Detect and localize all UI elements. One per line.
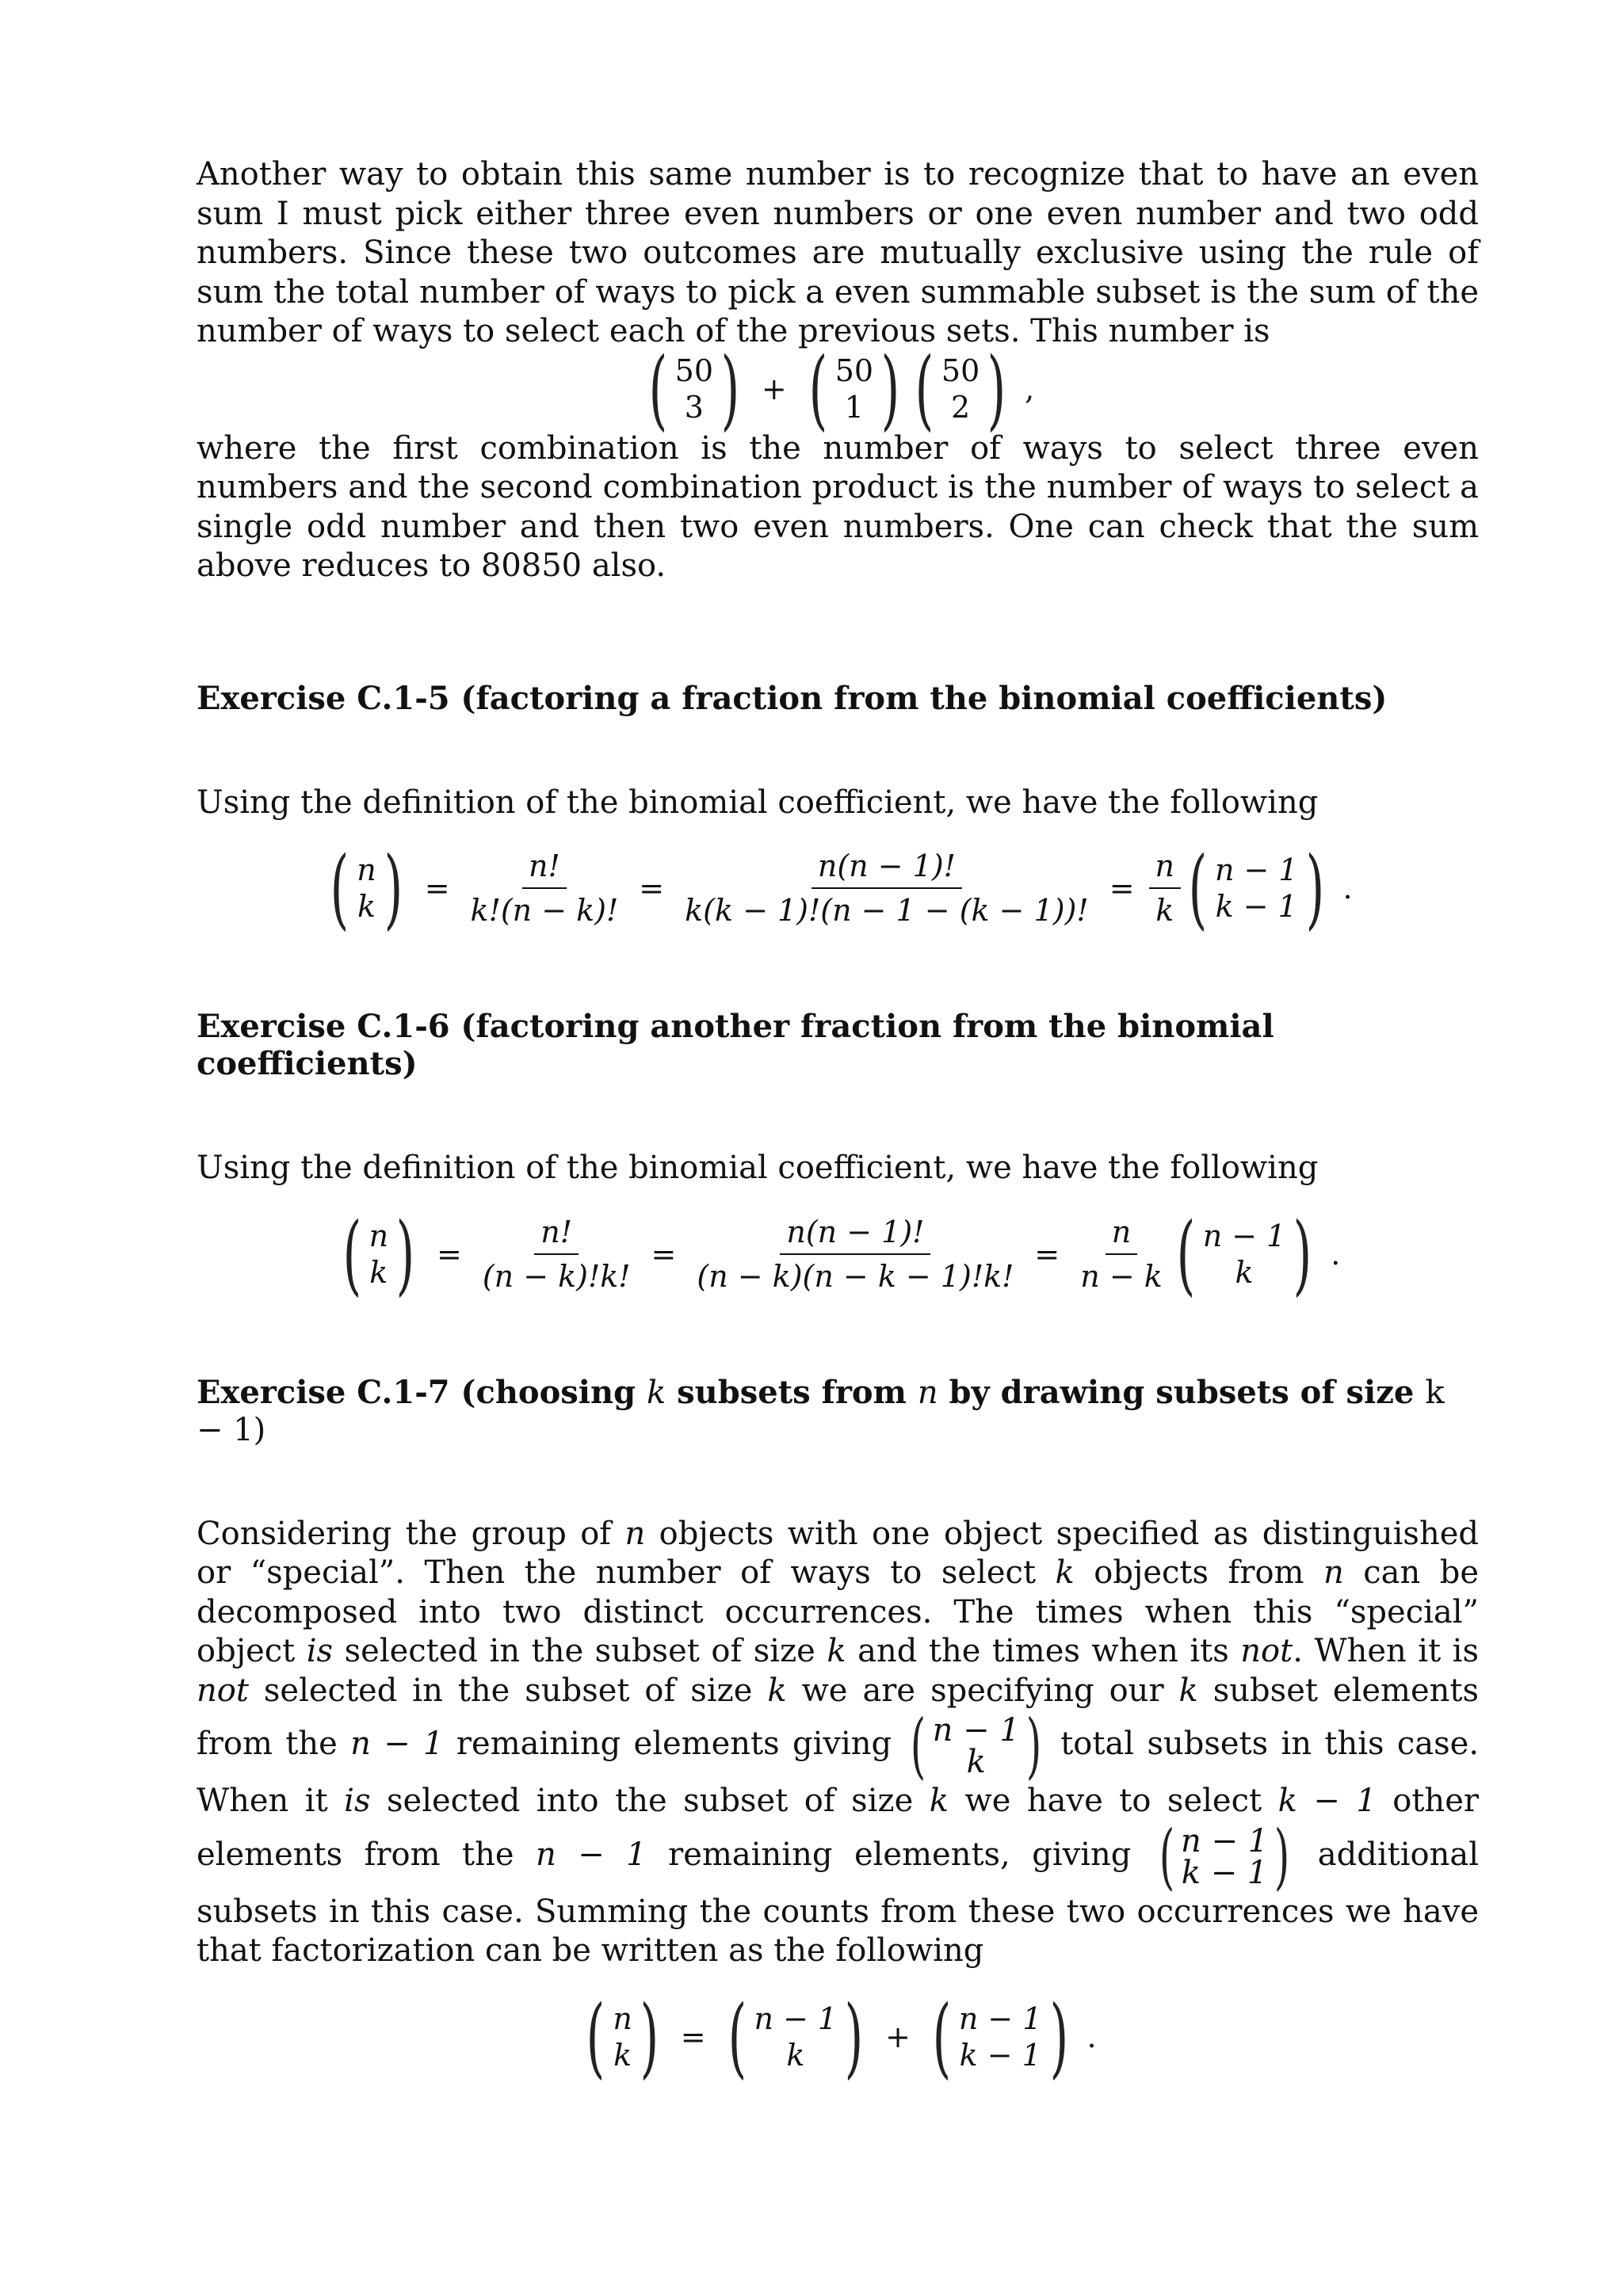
exercise-7-heading: Exercise C.1-7 (choosing k subsets from n by drawing subsets of size k − 1)	[197, 1373, 1445, 1448]
exercise-6-text: Using the definition of the binomial coefficient, we have the following	[197, 1150, 1319, 1186]
exercise-6-heading: Exercise C.1-6 (factoring another fraction from the binomial coefficients)	[197, 1008, 1274, 1082]
exercise-5-heading: Exercise C.1-5 (factoring a fraction from the binomial coefficients)	[197, 679, 1388, 717]
exercise-6-equation: ( n k ) = $\frac{n!}{(n - k)!k!}$ = $\frac{n(n - 1)!}{(n - k)(n - k - 1)!k!}$ = $\frac{n}{n - k}$ ( n − 1 k ) .	[342, 1203, 1341, 1305]
inline-binomial-n-1-k-1: ( n − 1 k − 1 )	[1159, 1814, 1290, 1898]
exercise-5-text: Using the definition of the binomial coefficient, we have the following	[197, 784, 1319, 821]
exercise-5-equation: ( n k ) = $\frac{n!}{k!(n - k)!}$ = $\frac{n(n - 1)!}{k(k - 1)!(n - 1 - (k - 1))!}$ = $\frac{n}{k}$ ( n − 1 k − 1 ) .	[330, 837, 1353, 939]
intro-paragraph-2: where the first combination is the number of ways to select three even numbers and the second combination product is the number of ways to select a single odd number and then two even numbers. One can check that the sum above reduces to 80850 also.	[197, 429, 1479, 584]
exercise-7-equation: ( n k ) = ( n − 1 k ) + ( n − 1 k − 1 ) .	[586, 1985, 1097, 2088]
binomial-50-1: ( 50 1 )	[808, 338, 900, 440]
binomial-50-3: ( 50 3 )	[648, 338, 740, 440]
intro-paragraph: Another way to obtain this same number is to recognize that to have an even sum I must pick either three even numbers or one even number and two odd numbers. Since these two outcomes are mutually exclusive using the rule of sum the total number of ways to pick a even summable subset is the sum of the number of ways to select each of the previous sets. This number is	[197, 156, 1479, 349]
inline-binomial-n-1-k: ( n − 1 k )	[911, 1704, 1041, 1787]
binomial-50-2: ( 50 2 )	[915, 338, 1006, 440]
intro-equation: ( 50 3 ) + ( 50 1 ) ( 50 2 ) ,	[197, 345, 1479, 433]
exercise-7-paragraph: Considering the group of n objects with one object specified as distinguished or “special”. Then the number of ways to select k objects from n can be decomposed into two distinct occurrences. The times when this “special” object is selected in the subset of size k and the times when its not. When it is not selected in the subset of size k we are specifying our k subset elements from the n − 1 remaining elements giving ( n − 1 k ) total subsets in this case. When it is selected into the subset of size k we have to select k − 1 other elements from the n − 1 remaining elements, giving ( n − 1 k − 1 ) additional subsets in this case. Summing the counts from these two occurrences we have that factorization can be written as the following	[197, 1515, 1480, 1969]
page	[197, 155, 1480, 2088]
